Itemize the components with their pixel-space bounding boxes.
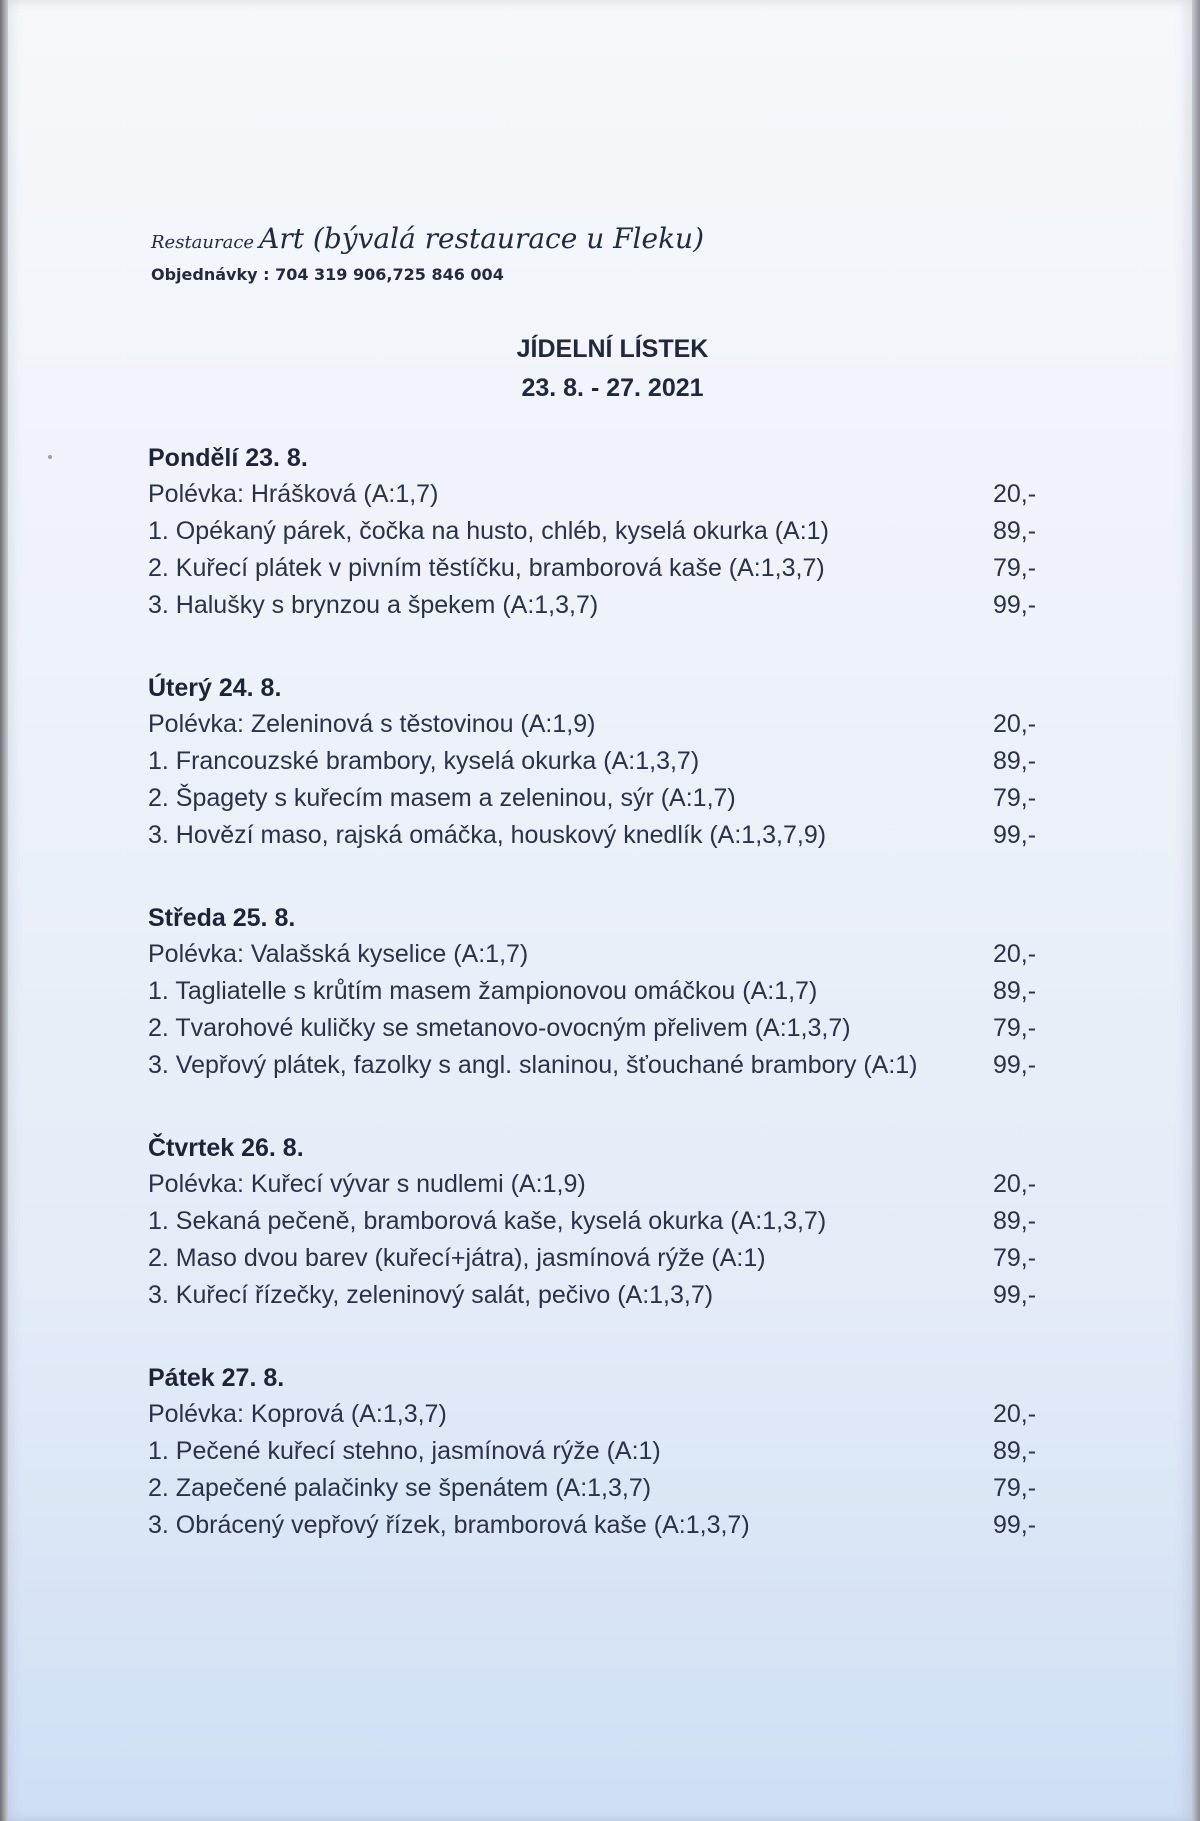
menu-item-soup bbox=[148, 1166, 1053, 1203]
menu-item-price: 79,- bbox=[993, 1474, 1037, 1502]
day-thursday bbox=[148, 1130, 1053, 1314]
day-heading: Úterý 24. 8. bbox=[148, 674, 282, 702]
menu-item-price: 99,- bbox=[993, 1051, 1037, 1079]
menu-item-price: 89,- bbox=[993, 517, 1037, 545]
menu-item-price: 89,- bbox=[993, 747, 1037, 775]
menu-item-price: 99,- bbox=[993, 821, 1037, 849]
menu-item-text: 1. Sekaná pečeně, bramborová kaše, kyselá okurka (A:1,3,7) bbox=[148, 1207, 827, 1235]
menu-item-price: 99,- bbox=[993, 1281, 1037, 1309]
menu-item-text: 3. Vepřový plátek, fazolky s angl. slaninou, šťouchané brambory (A:1) bbox=[148, 1051, 918, 1079]
menu-item-price: 20,- bbox=[993, 710, 1037, 738]
menu-item-text: 3. Obrácený vepřový řízek, bramborová kaše (A:1,3,7) bbox=[148, 1511, 750, 1539]
menu-item-price: 20,- bbox=[993, 1400, 1037, 1428]
menu-item-text: 3. Kuřecí řízečky, zeleninový salát, pečivo (A:1,3,7) bbox=[148, 1281, 714, 1309]
menu-item-text: Polévka: Hrášková (A:1,7) bbox=[148, 480, 439, 508]
menu-item-price: 20,- bbox=[993, 1170, 1037, 1198]
menu-item-2 bbox=[148, 1240, 1053, 1277]
menu-item-3 bbox=[148, 817, 1053, 854]
menu-title: JÍDELNÍ LÍSTEK bbox=[516, 335, 709, 363]
menu-item-text: 2. Maso dvou barev (kuřecí+játra), jasmínová rýže (A:1) bbox=[148, 1244, 766, 1272]
menu-item-text: Polévka: Kuřecí vývar s nudlemi (A:1,9) bbox=[148, 1170, 586, 1198]
menu-item-price: 79,- bbox=[993, 1014, 1037, 1042]
menu-item-price: 89,- bbox=[993, 1207, 1037, 1235]
menu-item-price: 89,- bbox=[993, 1437, 1037, 1465]
table-edge-left bbox=[0, 0, 8, 1821]
menu-item-text: 1. Francouzské brambory, kyselá okurka (A:1,3,7) bbox=[148, 747, 700, 775]
day-monday bbox=[148, 440, 1053, 624]
menu-item-text: 2. Špagety s kuřecím masem a zeleninou, sýr (A:1,7) bbox=[148, 784, 736, 812]
menu-item-price: 20,- bbox=[993, 940, 1037, 968]
menu-item-text: 2. Tvarohové kuličky se smetanovo-ovocným přelivem (A:1,3,7) bbox=[148, 1014, 851, 1042]
menu-item-price: 89,- bbox=[993, 977, 1037, 1005]
menu-item-soup bbox=[148, 936, 1053, 973]
menu-item-price: 79,- bbox=[993, 784, 1037, 812]
menu-item-text: 3. Halušky s brynzou a špekem (A:1,3,7) bbox=[148, 591, 599, 619]
menu-item-price: 79,- bbox=[993, 554, 1037, 582]
menu-item-soup bbox=[148, 476, 1053, 513]
menu-item-text: 1. Opékaný párek, čočka na husto, chléb, kyselá okurka (A:1) bbox=[148, 517, 829, 545]
menu-item-price: 79,- bbox=[993, 1244, 1037, 1272]
menu-title-block bbox=[0, 330, 1200, 408]
menu-item-soup bbox=[148, 1396, 1053, 1433]
menu-item-3 bbox=[148, 1507, 1053, 1544]
menu-item-2 bbox=[148, 550, 1053, 587]
restaurant-header bbox=[151, 222, 704, 284]
day-heading: Pondělí 23. 8. bbox=[148, 444, 308, 472]
day-friday bbox=[148, 1360, 1053, 1544]
menu-item-3 bbox=[148, 1047, 1053, 1084]
menu-date-range: 23. 8. - 27. 2021 bbox=[521, 374, 704, 402]
menu-item-2 bbox=[148, 1470, 1053, 1507]
menu-item-1 bbox=[148, 513, 1053, 550]
menu-item-1 bbox=[148, 743, 1053, 780]
restaurant-name-line bbox=[151, 222, 704, 255]
menu-item-text: 2. Kuřecí plátek v pivním těstíčku, bramborová kaše (A:1,3,7) bbox=[148, 554, 825, 582]
menu-item-price: 20,- bbox=[993, 480, 1037, 508]
menu-item-text: Polévka: Koprová (A:1,3,7) bbox=[148, 1400, 447, 1428]
weekly-menu bbox=[148, 440, 1053, 1590]
day-heading: Čtvrtek 26. 8. bbox=[148, 1134, 304, 1162]
day-heading: Pátek 27. 8. bbox=[148, 1364, 285, 1392]
menu-item-soup bbox=[148, 706, 1053, 743]
menu-item-1 bbox=[148, 1433, 1053, 1470]
menu-item-3 bbox=[148, 1277, 1053, 1314]
menu-item-text: Polévka: Valašská kyselice (A:1,7) bbox=[148, 940, 529, 968]
menu-item-text: 3. Hovězí maso, rajská omáčka, houskový knedlík (A:1,3,7,9) bbox=[148, 821, 827, 849]
menu-item-price: 99,- bbox=[993, 1511, 1037, 1539]
day-heading: Středa 25. 8. bbox=[148, 904, 296, 932]
order-phone-numbers: Objednávky : 704 319 906,725 846 004 bbox=[151, 265, 504, 284]
menu-item-text: 1. Pečené kuřecí stehno, jasmínová rýže (A:1) bbox=[148, 1437, 661, 1465]
paper-speck bbox=[48, 455, 52, 459]
menu-item-text: 1. Tagliatelle s krůtím masem žampionovou omáčkou (A:1,7) bbox=[148, 977, 818, 1005]
menu-item-2 bbox=[148, 780, 1053, 817]
restaurant-name: Art (bývalá restaurace u Fleku) bbox=[259, 222, 704, 255]
menu-item-text: 2. Zapečené palačinky se špenátem (A:1,3,7) bbox=[148, 1474, 652, 1502]
menu-item-3 bbox=[148, 587, 1053, 624]
menu-item-2 bbox=[148, 1010, 1053, 1047]
menu-item-1 bbox=[148, 1203, 1053, 1240]
table-edge-right bbox=[1192, 0, 1200, 1821]
menu-item-text: Polévka: Zeleninová s těstovinou (A:1,9) bbox=[148, 710, 596, 738]
restaurant-prefix: Restaurace bbox=[151, 232, 255, 253]
menu-item-price: 99,- bbox=[993, 591, 1037, 619]
day-tuesday bbox=[148, 670, 1053, 854]
menu-item-1 bbox=[148, 973, 1053, 1010]
day-wednesday bbox=[148, 900, 1053, 1084]
